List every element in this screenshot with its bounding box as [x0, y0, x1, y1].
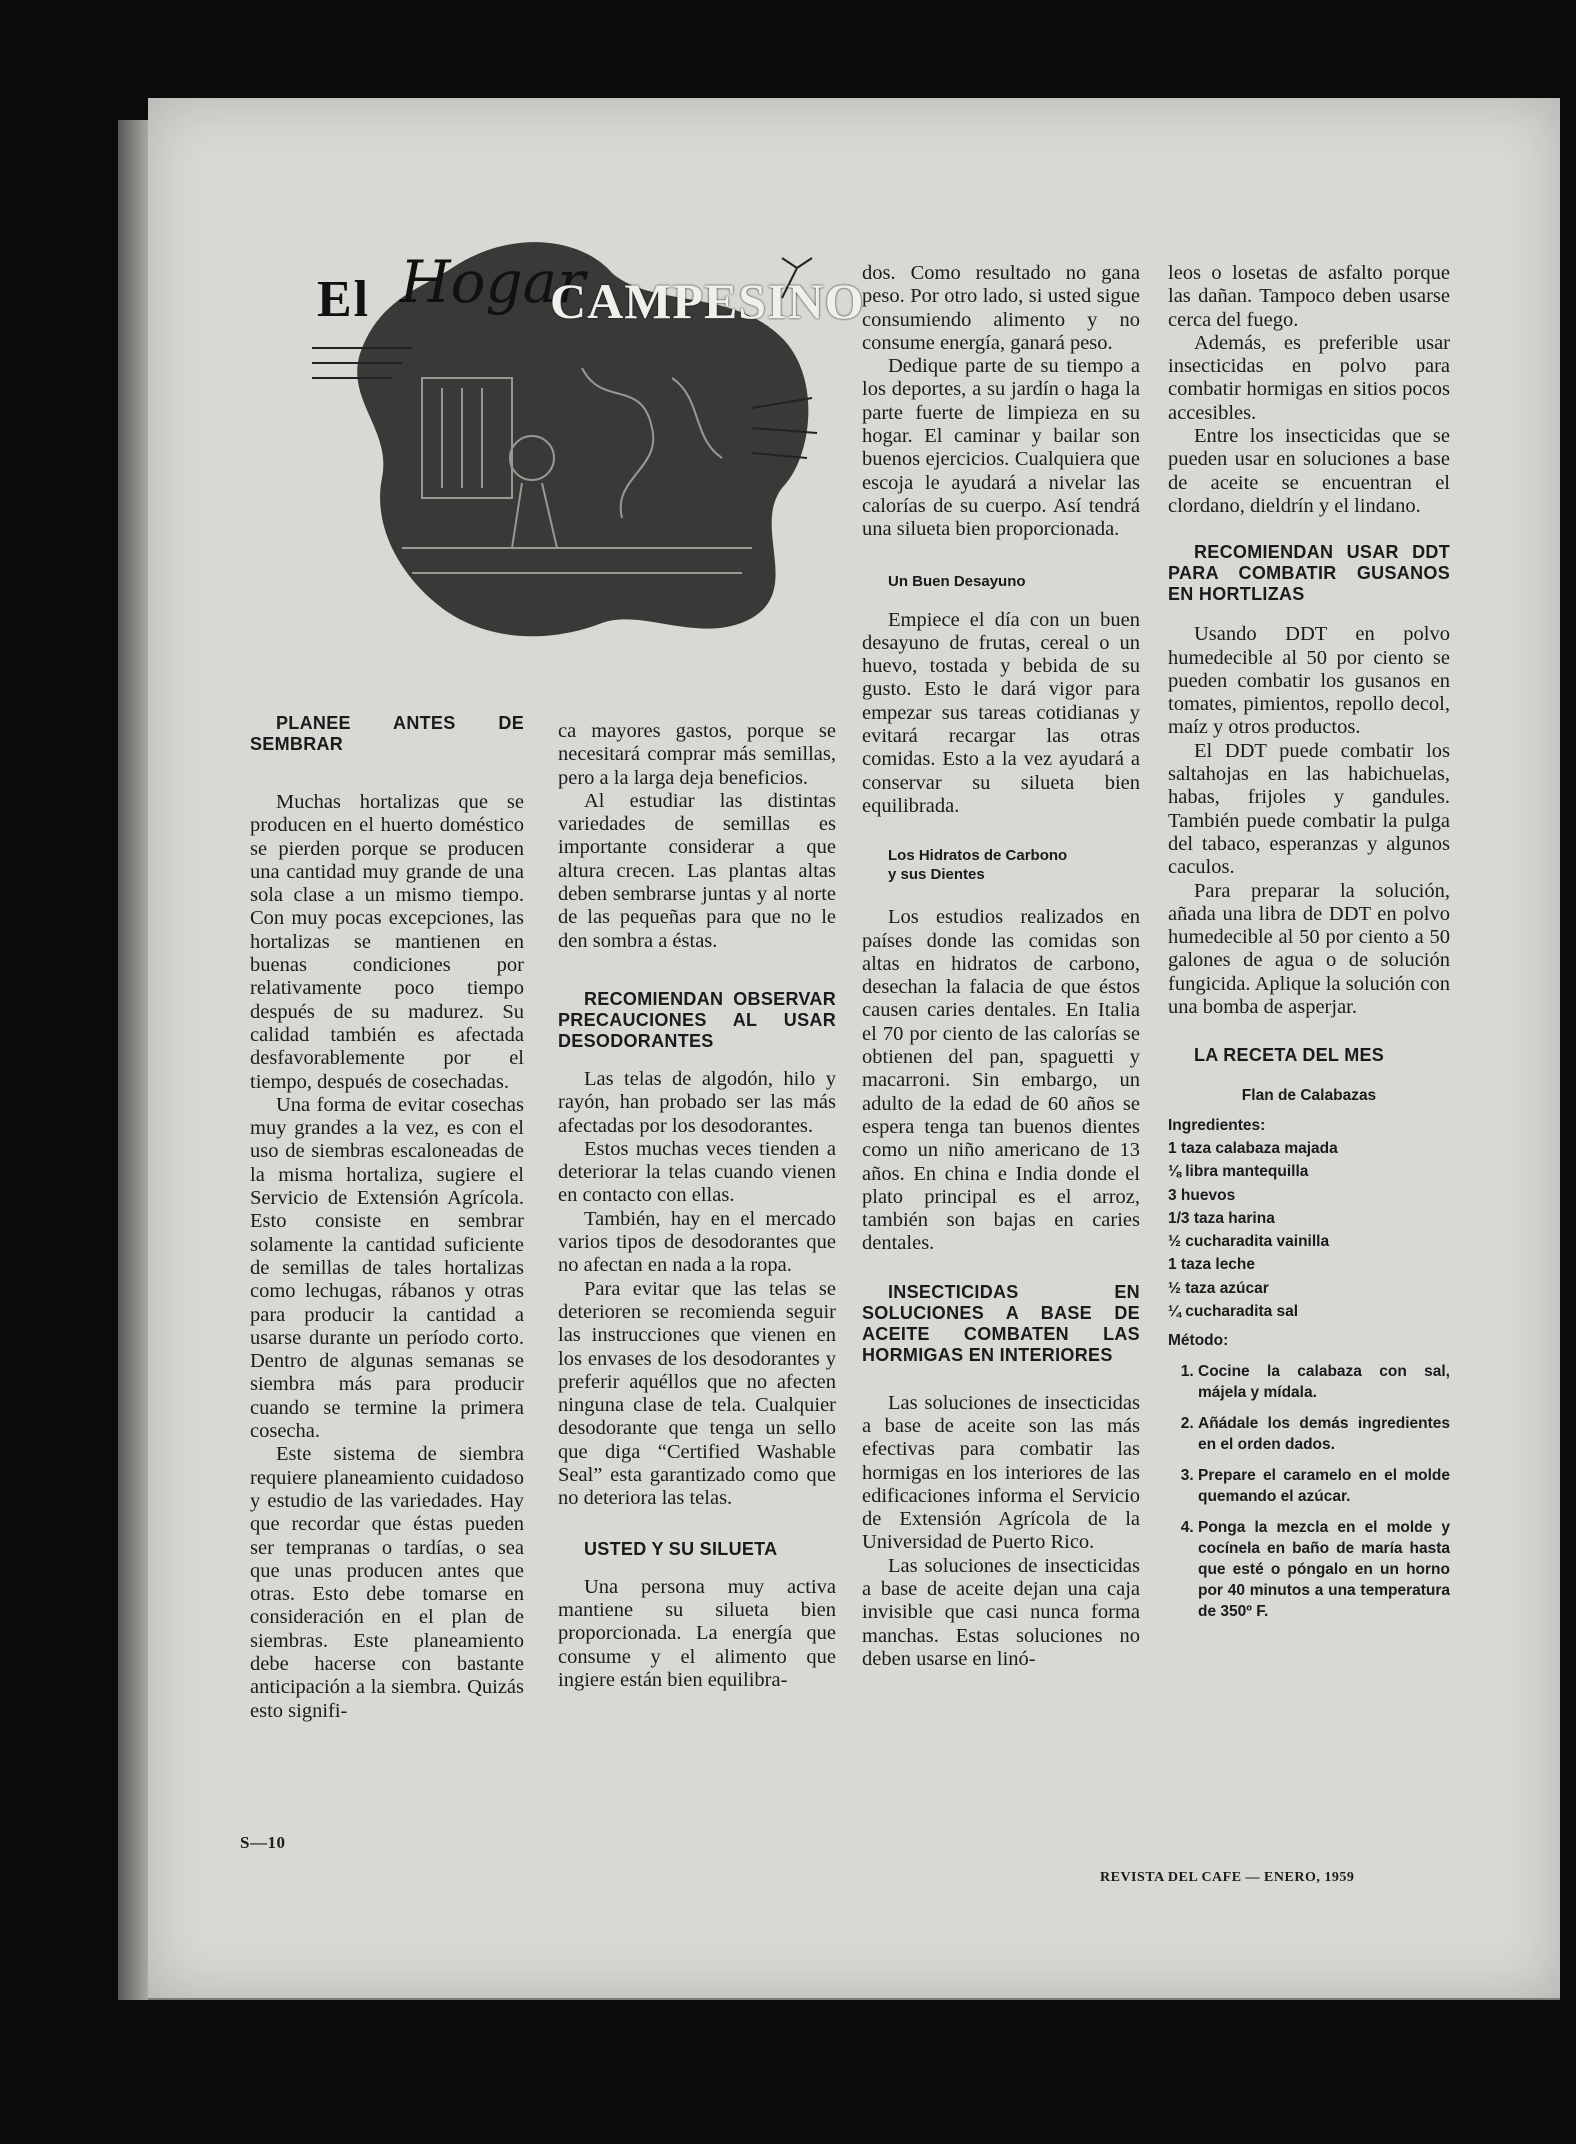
column-3 — [862, 262, 1140, 1671]
heading-insecticidas: INSECTICIDAS EN SOLUCIONES A BASE DE ACEITE COMBATEN LAS HORMIGAS EN INTERIORES — [862, 1281, 1140, 1365]
paragraph: ca mayores gastos, porque se necesitará comprar más semillas, pero a la larga deja beneficios. — [558, 720, 836, 789]
heading-receta: LA RECETA DEL MES — [1194, 1045, 1385, 1066]
ingredient-item: 3 huevos — [1168, 1186, 1236, 1204]
paragraph: Las soluciones de insecticidas a base de aceite dejan una caja invisible que casi nunca forma manchas. Estas soluciones no deben usarse en linó- — [862, 1554, 1140, 1670]
method-step: 4. Ponga la mezcla en el molde y cocínela en baño de maría hasta que esté o póngalo en un horno por 40 minutos a una temperatura de 350º F. — [1198, 1517, 1450, 1622]
paragraph: dos. Como resultado no gana peso. Por otro lado, si usted sigue consumiendo alimento y no consume energía, ganará peso. — [862, 262, 1140, 354]
paragraph: Entre los insecticidas que se pueden usar en soluciones a base de aceite se encuentran el clordano, dieldrín y el lindano. — [1168, 425, 1450, 517]
method-step: 3. Prepare el caramelo en el molde quemando el azúcar. — [1198, 1465, 1450, 1507]
recipe-title: Flan de Calabazas — [1241, 1087, 1377, 1105]
paragraph: También, hay en el mercado varios tipos de desodorantes que no afectan en nada a la ropa. — [558, 1207, 836, 1277]
paragraph: Además, es preferible usar insecticidas en polvo para combatir hormigas en sitios pocos accesibles. — [1168, 331, 1450, 424]
heading-ddt: RECOMIENDAN USAR DDT PARA COMBATIR GUSANOS EN HORTLIZAS — [1168, 542, 1450, 605]
paragraph: Estos muchas veces tienden a deteriorar la telas cuando vienen en contacto con ellas. — [558, 1137, 836, 1207]
method-steps — [1168, 1361, 1450, 1622]
paragraph: Usando DDT en polvo humedecible al 50 por ciento se pueden combatir los gusanos en tomates, pimientos, repollo decol, maíz y otros productos. — [1168, 623, 1450, 739]
subheading-hidratos: Los Hidratos de Carbono — [888, 847, 1068, 865]
ingredient-item: ½ taza azúcar — [1168, 1279, 1269, 1297]
method-step: 1. Cocine la calabaza con sal, májela y mídala. — [1198, 1361, 1450, 1403]
masthead-illustration — [282, 228, 865, 646]
paragraph: Este sistema de siembra requiere planeamiento cuidadoso y estudio de las variedades. Hay que recordar que éstas pueden ser tempranas o tardías, o sea que unas producen antes que otras. Esto debe tomarse en consideración en el plan de siembras. Este planeamiento debe hacerse con bastante anticipación a la siembra. Quizás esto signifi- — [250, 1443, 524, 1722]
page-stack-edge — [118, 120, 148, 2000]
publication-footer: REVISTA DEL CAFE — ENERO, 1959 — [1100, 1870, 1355, 1885]
ingredient-item: ½ cucharadita vainilla — [1168, 1233, 1330, 1251]
ingredient-item: ¼ cucharadita sal — [1168, 1302, 1299, 1320]
heading-desodorantes: RECOMIENDAN OBSERVAR PRECAUCIONES AL USAR DESODORANTES — [558, 988, 836, 1051]
method-label: Método: — [1168, 1332, 1229, 1350]
masthead-title-hogar: Hogar — [400, 248, 585, 316]
heading-silueta: USTED Y SU SILUETA — [584, 1538, 778, 1559]
paragraph: Las telas de algodón, hilo y rayón, han probado ser las más afectadas por los desodorantes. — [558, 1067, 836, 1137]
paragraph: Para evitar que las telas se deterioren se recomienda seguir las instrucciones que vienen en los envases de los desodorantes y preferir aquéllos que no afecten ninguna clase de tela. Cualquier desodorante que tenga un sello que diga “Certified Washable Seal” esta garantizado como que no deteriora las telas. — [558, 1277, 836, 1510]
paragraph: Una forma de evitar cosechas muy grandes a la vez, es con el uso de siembras escaloneadas de la misma hortaliza, sugiere el Servicio de Extensión Agrícola. Esto consiste en sembrar solamente la cantidad suficiente de semillas de tales hortalizas como lechugas, rábanos y otras para producir la cantidad a usarse durante un período corto. Dentro de algunas semanas se siembra más para producir cuando se termine la primera cosecha. — [250, 1093, 524, 1443]
paragraph: Una persona muy activa mantiene su silueta bien proporcionada. La energía que consume y el alimento que ingiere están bien equilibra- — [558, 1575, 836, 1691]
method-step: 2. Añádale los demás ingredientes en el orden dados. — [1198, 1413, 1450, 1455]
ingredient-item: 1/3 taza harina — [1168, 1209, 1275, 1227]
column-4 — [1168, 262, 1450, 1632]
subheading-desayuno: Un Buen Desayuno — [888, 572, 1026, 590]
heading-planee: PLANEE ANTES DE SEMBRAR — [250, 713, 524, 754]
paragraph: Para preparar la solución, añada una libra de DDT en polvo humedecible al 50 por ciento a 50 galones de agua o de solución fungicida. Aplique la solución con una bomba de asperjar. — [1168, 879, 1450, 1019]
subheading-hidratos-2: y sus Dientes — [888, 866, 985, 884]
paragraph: Dedique parte de su tiempo a los deportes, a su jardín o haga la parte fuerte de limpieza en su hogar. El caminar y bailar son buenos ejercicios. Cualquiera que escoja le ayudará a nivelar las calorías de su cuerpo. Así tendrá una silueta bien proporcionada. — [862, 355, 1140, 541]
page-number: S—10 — [240, 1833, 286, 1852]
column-2 — [558, 720, 836, 1692]
masthead-title-campesino: CAMPESINO — [550, 273, 865, 329]
paragraph: Empiece el día con un buen desayuno de frutas, cereal o un huevo, tostada y bebida de su gusto. Esto le dará vigor para empezar sus tareas cotidianas y evitará recargar las otras comidas. Esto a la vez ayudará a conservar su silueta bien equilibrada. — [862, 608, 1140, 817]
ingredient-item: ⅛ libra mantequilla — [1168, 1163, 1309, 1181]
paragraph: Muchas hortalizas que se producen en el huerto doméstico se pierden porque se producen una cantidad muy grande de una sola clase a un mismo tiempo. Con muy pocas excepciones, las hortalizas se mantienen en buenas condiciones por relativamente poco tiempo después de su madurez. Su calidad también es afectada desfavorablemente por el tiempo, después de cosechadas. — [250, 791, 524, 1093]
ingredients-label: Ingredientes: — [1168, 1116, 1266, 1134]
paragraph: El DDT puede combatir los saltahojas en las habichuelas, habas, frijoles y gandules. También puede combatir la pulga del tabaco, esperanzas y algunos caculos. — [1168, 739, 1450, 879]
recipe-block — [1168, 1084, 1450, 1621]
ingredient-item: 1 taza calabaza majada — [1168, 1139, 1338, 1157]
paragraph: Las soluciones de insecticidas a base de aceite son las más efectivas para combatir las hormigas en los interiores de las edificaciones informa el Servicio de Extensión Agrícola de la Universidad de Puerto Rico. — [862, 1391, 1140, 1554]
masthead-title-el: El — [317, 271, 371, 328]
paragraph: Los estudios realizados en países donde las comidas son altas en hidratos de carbono, desechan la falacia de que éstos causen caries dentales. En Italia el 70 por ciento de las calorías se obtienen del pan, spaguetti y macarroni. Sin embargo, un adulto de la edad de 60 años se espera tenga tan buenos dientes como un niño americano de 13 años. En china e India donde el plato principal es el arroz, también son bajas en caries dentales. — [862, 906, 1140, 1255]
column-1 — [250, 713, 524, 1723]
paragraph: leos o losetas de asfalto porque las dañan. Tampoco deben usarse cerca del fuego. — [1168, 262, 1450, 331]
paragraph: Al estudiar las distintas variedades de semillas es importante considerar a que altura crecen. Las plantas altas deben sembrarse juntas y al norte de las pequeñas para que no le den sombra a éstas. — [558, 789, 836, 952]
ingredient-item: 1 taza leche — [1168, 1256, 1256, 1274]
